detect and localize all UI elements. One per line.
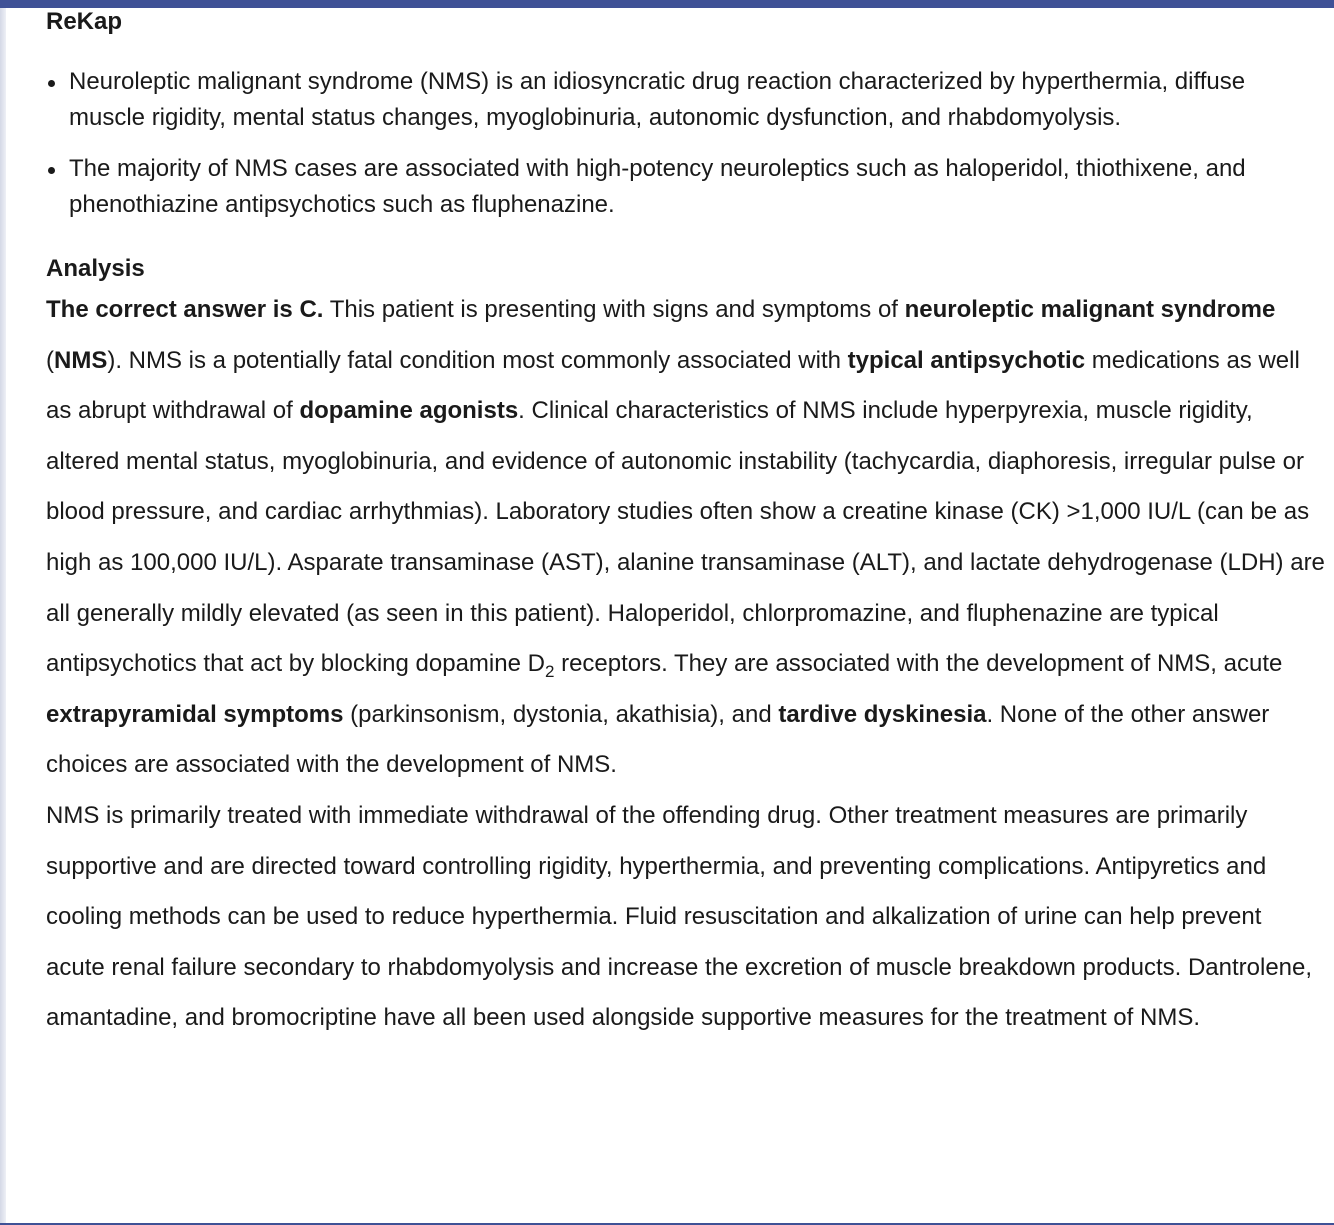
bold-term: tardive dyskinesia bbox=[778, 700, 987, 728]
rekap-bullet-item: The majority of NMS cases are associated with high-potency neuroleptics such as haloperidol, thiothixene, and phenothiazine antipsychotics such as fluphenazine. bbox=[69, 151, 1326, 223]
rekap-bullet-list bbox=[46, 64, 1326, 223]
bold-term: typical antipsychotic bbox=[847, 346, 1086, 374]
analysis-paragraph-1 bbox=[46, 285, 1326, 791]
text-run: ). NMS is a potentially fatal condition most commonly associated with bbox=[107, 346, 848, 374]
text-run: ( bbox=[46, 346, 54, 374]
bold-term: neuroleptic malignant syndrome bbox=[904, 296, 1276, 323]
bold-term: dopamine agonists bbox=[299, 397, 519, 425]
correct-answer-statement: The correct answer is C. bbox=[46, 296, 324, 323]
text-run: . Clinical characteristics of NMS include hyperpyrexia, muscle rigidity, altered mental status, myoglobinuria, and evidence of autonomic instability (tachycardia, diaphoresis, irregular pulse or blood pressure, and cardiac arrhythmias). Laboratory studies often show a creatine kinase (CK) >1,000 IU/L (can be as high as 100,000 IU/L). Asparate transaminase (AST), alanine transaminase (ALT), and lactate dehydrogenase (LDH) are all generally mildly elevated (as seen in this patient). Haloperidol, chlorpromazine, and fluphenazine are typical antipsychotics that act by blocking dopamine D bbox=[46, 397, 1325, 678]
text-run: receptors. They are associated with the development of NMS, acute bbox=[554, 650, 1283, 678]
rekap-heading: ReKap bbox=[46, 8, 123, 35]
analysis-paragraph-2: NMS is primarily treated with immediate withdrawal of the offending drug. Other treatment measures are primarily supportive and are directed toward controlling rigidity, hyperthermia, and preventing complications. Antipyretics and cooling methods can be used to reduce hyperthermia. Fluid resuscitation and alkalization of urine can help prevent acute renal failure secondary to rhabdomyolysis and increase the excretion of muscle breakdown products. Dantrolene, amantadine, and bromocriptine have all been used alongside supportive measures for the treatment of NMS. bbox=[46, 801, 1313, 1032]
analysis-heading: Analysis bbox=[46, 255, 145, 282]
rekap-bullet-item: Neuroleptic malignant syndrome (NMS) is an idiosyncratic drug reaction characterized by hyperthermia, diffuse muscle rigidity, mental status changes, myoglobinuria, autonomic dysfunction, and rhabdomyolysis. bbox=[69, 64, 1326, 136]
bold-term: extrapyramidal symptoms bbox=[46, 700, 344, 728]
text-run: This patient is presenting with signs and symptoms of bbox=[323, 296, 905, 323]
bold-term: NMS bbox=[54, 346, 108, 374]
text-run: (parkinsonism, dystonia, akathisia), and bbox=[343, 700, 779, 728]
text-run: . None of the other answer choices are associated with the development of NMS. bbox=[46, 700, 1270, 779]
text-run: medications as well as abrupt withdrawal of bbox=[46, 346, 1300, 425]
left-edge-bar bbox=[0, 8, 6, 1225]
explanation-content bbox=[46, 6, 1326, 1044]
subscript: 2 bbox=[544, 662, 555, 682]
